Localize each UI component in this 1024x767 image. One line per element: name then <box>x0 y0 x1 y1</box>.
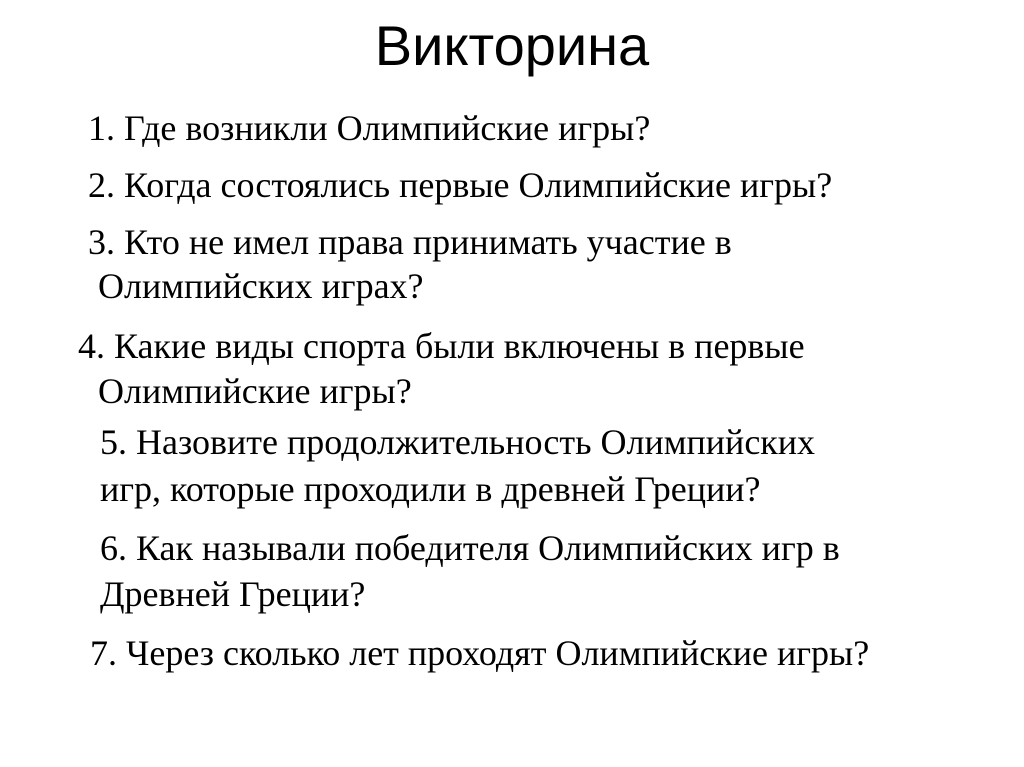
question-6-line-2: Древней Греции? <box>100 574 366 614</box>
question-3-line-1: 3. Кто не имел права принимать участие в <box>88 222 732 262</box>
question-5-line-1: 5. Назовите продолжительность Олимпийских <box>100 422 816 462</box>
question-3-line-2: Олимпийских играх? <box>98 266 424 306</box>
question-7: 7. Через сколько лет проходят Олимпийские игры? <box>90 633 870 673</box>
question-2: 2. Когда состоялись первые Олимпийские игры? <box>88 165 833 205</box>
question-4-line-2: Олимпийские игры? <box>98 371 412 411</box>
question-1: 1. Где возникли Олимпийские игры? <box>88 108 651 148</box>
slide-title: Викторина <box>374 14 650 77</box>
question-5-line-2: игр, которые проходили в древней Греции? <box>100 469 761 509</box>
question-6-line-1: 6. Как называли победителя Олимпийских игр в <box>100 528 840 568</box>
question-4-line-1: 4. Какие виды спорта были включены в первые <box>78 326 805 366</box>
